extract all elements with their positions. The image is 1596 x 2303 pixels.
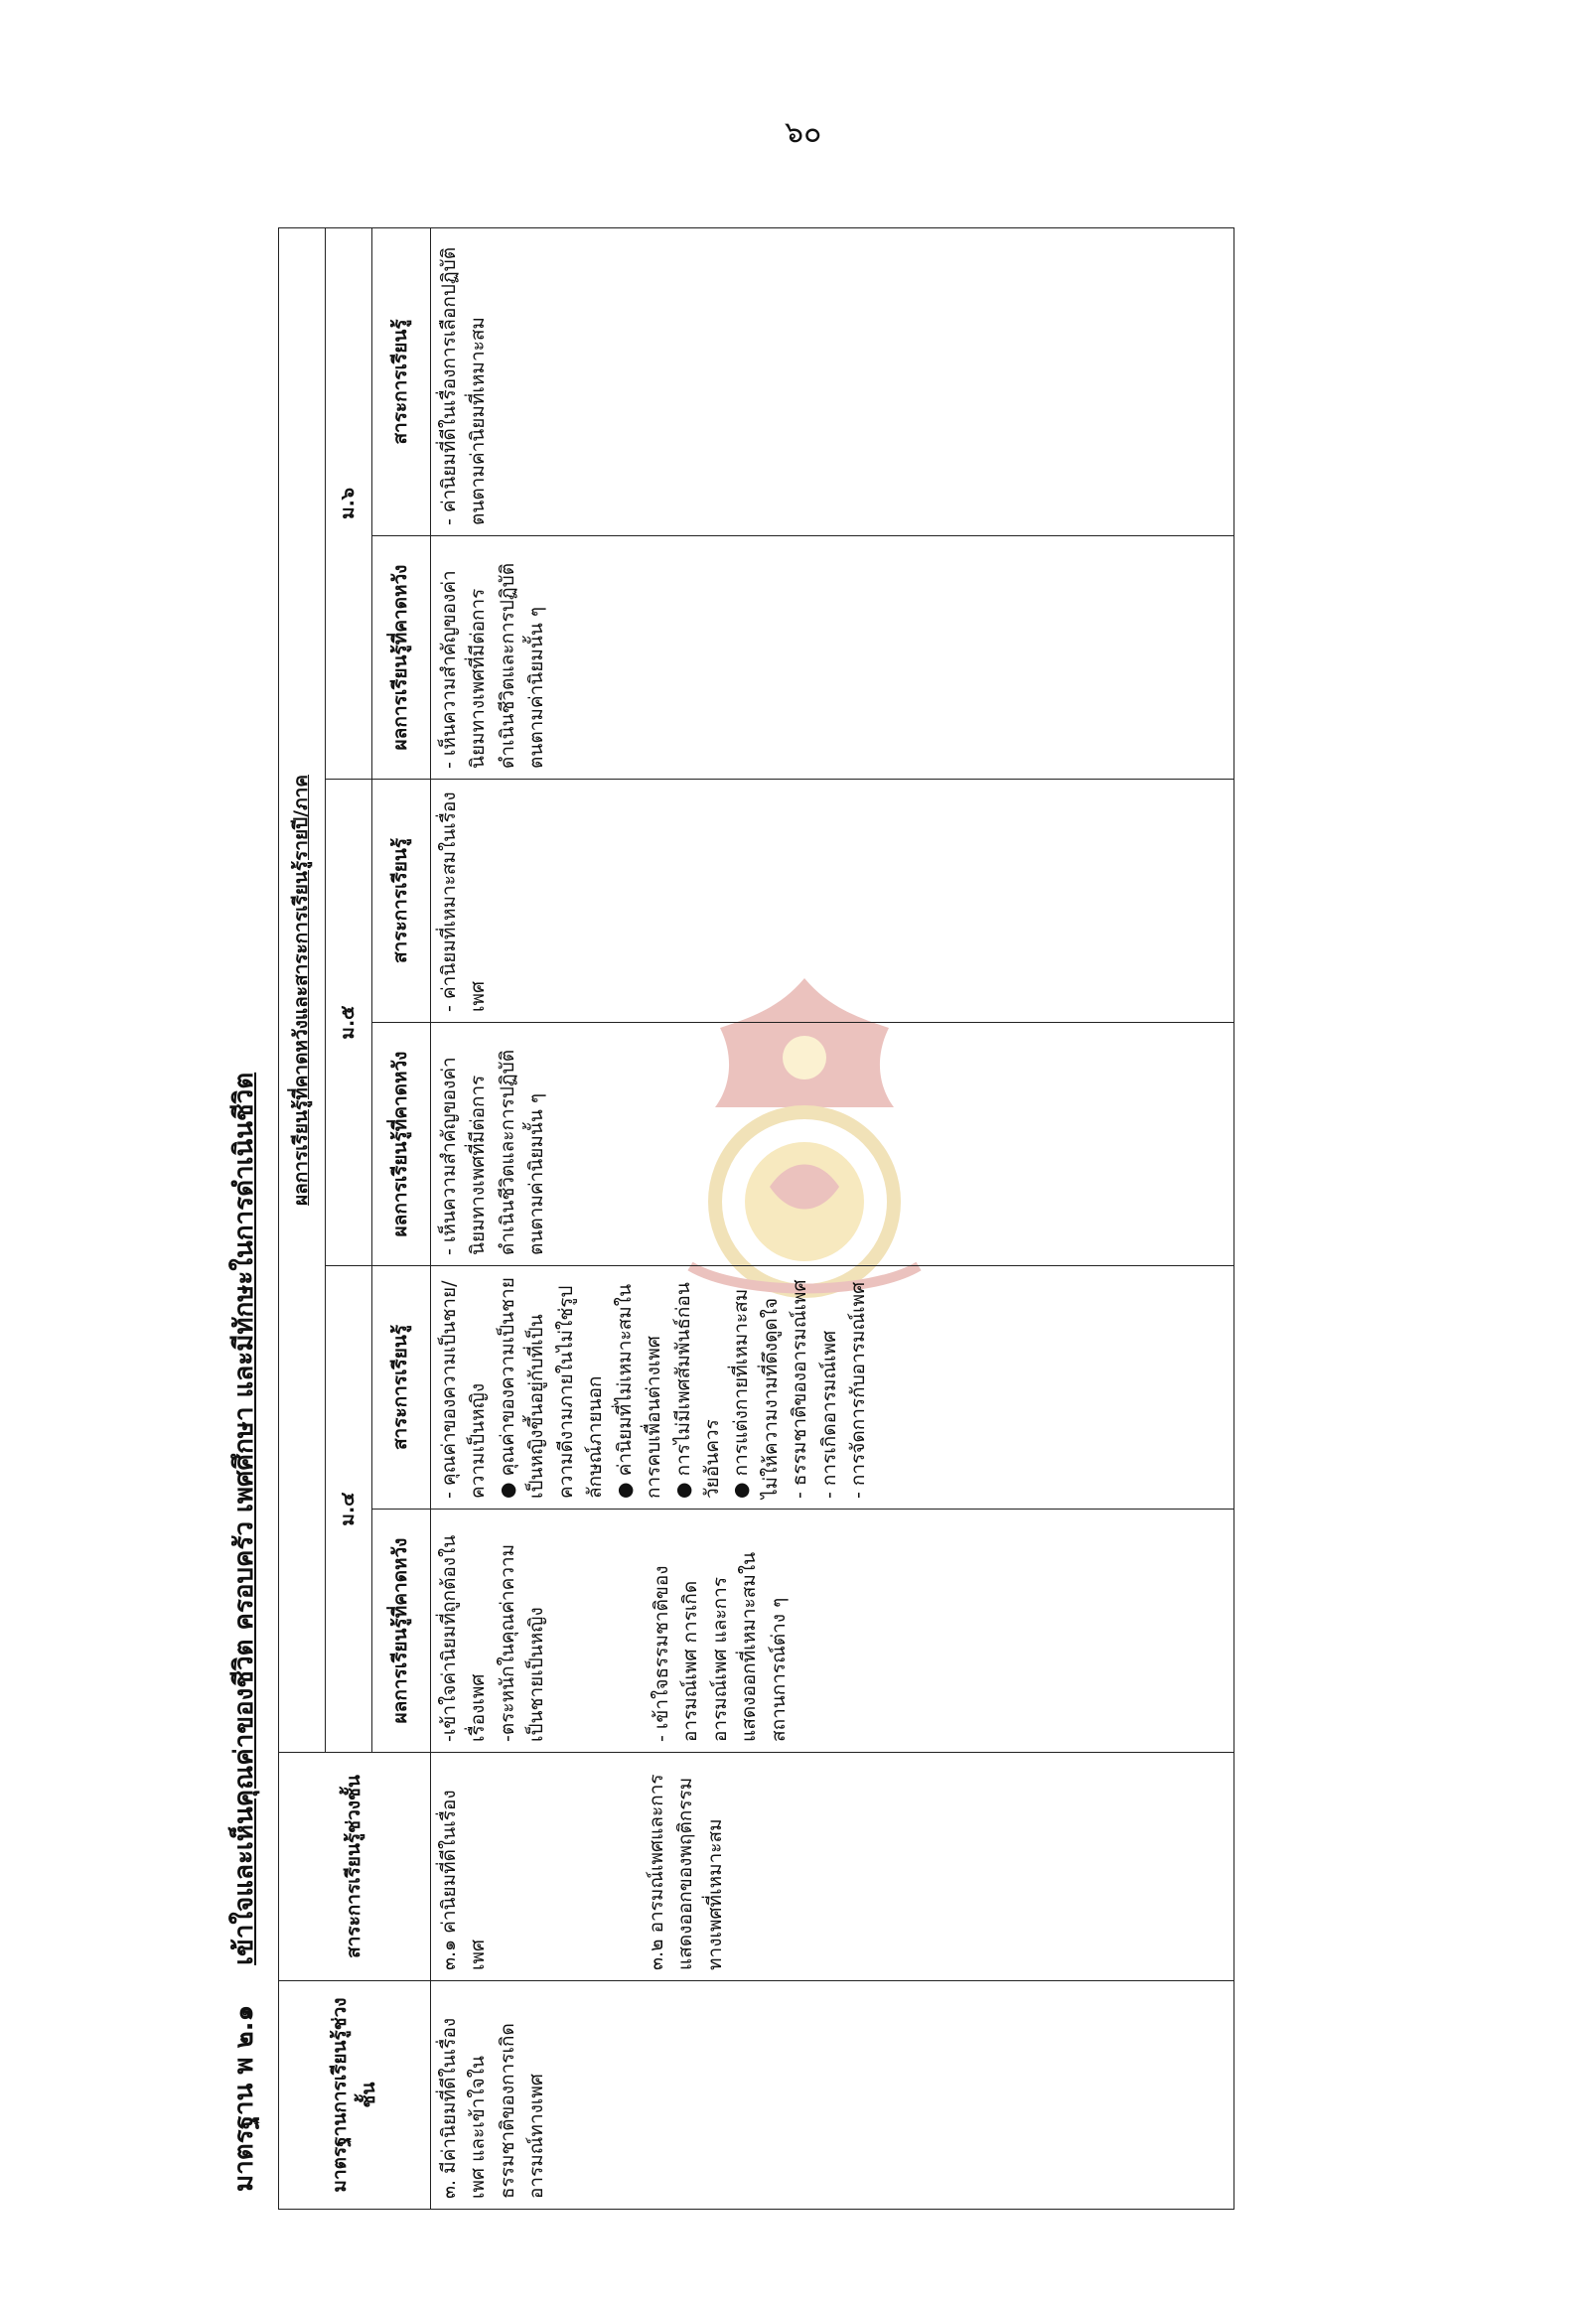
m4-expected-item: -เข้าใจค่านิยมที่ถูกต้องในเรื่องเพศ <box>438 1534 490 1742</box>
header-m6-expected: ผลการเรียนรู้ที่คาดหวัง <box>372 536 431 780</box>
page-number: ๖๐ <box>785 115 822 150</box>
header-std-range: มาตรฐานการเรียนรู้ช่วงชั้น <box>279 1981 431 2210</box>
header-grade-m6: ม.๖ <box>326 227 372 779</box>
m4-expected-item: - เข้าใจธรรมชาติของอารมณ์เพศ การเกิดอารมณ์เพศ และการแสดงออกที่เหมาะสมในสถานการณ์ต่าง ๆ <box>650 1551 790 1742</box>
header-annual: ผลการเรียนรู้ที่คาดหวังและสาระการเรียนรู้รายปี/ภาค <box>279 227 326 1752</box>
header-m4-content: สาระการเรียนรู้ <box>372 1266 431 1510</box>
m4-content-bullet: ● คุณค่าของความเป็นชายเป็นหญิงขึ้นอยู่กับที่เป็นความดีงามภายในไม่ใช่รูปลักษณ์ภายนอก <box>494 1276 611 1499</box>
content-range-item: ๓.๒ อารมณ์เพศและการแสดงออกของพฤติกรรมทางเพศที่เหมาะสม <box>645 1774 726 1970</box>
cell-m4-expected <box>431 1510 1234 1753</box>
m6-content-text: - ค่านิยมที่ดีในเรื่องการเลือกปฏิบัติตนตามค่านิยมที่เหมาะสม <box>438 246 490 525</box>
cell-std-range <box>431 1981 1234 2210</box>
header-grade-m5: ม.๕ <box>326 780 372 1266</box>
content-range-item: ๓.๑ ค่านิยมที่ดีในเรื่องเพศ <box>438 1790 490 1970</box>
standard-title <box>209 228 278 2210</box>
m4-content-bullet: ● ค่านิยมที่ไม่เหมาะสมในการคบเพื่อนต่างเพศ <box>611 1276 669 1499</box>
header-m6-content: สาระการเรียนรู้ <box>372 227 431 535</box>
standard-description: เข้าใจและเห็นคุณค่าของชีวิต ครอบครัว เพศศึกษา และมีทักษะในการดำเนินชีวิต <box>228 1072 259 1965</box>
m6-expected-text: - เห็นความสำคัญของค่านิยมทางเพศที่มีต่อการดำเนินชีวิตและการปฏิบัติตนตามค่านิยมนั้น ๆ <box>438 562 548 769</box>
m4-content-bullet: ● การแต่งกายที่เหมาะสมไม่ให้ความงามที่ดึงดูดใจ <box>727 1276 786 1499</box>
header-content-range: สาระการเรียนรู้ช่วงชั้น <box>279 1753 431 1981</box>
cell-m6-expected <box>431 536 1234 780</box>
header-m4-expected: ผลการเรียนรู้ที่คาดหวัง <box>372 1510 431 1753</box>
header-grade-m4: ม.๔ <box>326 1266 372 1753</box>
cell-m5-content <box>431 780 1234 1023</box>
m4-content-item: - ธรรมชาติของอารมณ์เพศ <box>789 1279 811 1499</box>
cell-m4-content <box>431 1266 1234 1510</box>
std-range-text: ๓. มีค่านิยมที่ดีในเรื่องเพศ และเข้าใจในธรรมชาติของการเกิดอารมณ์ทางเพศ <box>438 2017 548 2199</box>
standard-code: มาตรฐาน พ ๒.๑ <box>228 2004 259 2192</box>
header-m5-content: สาระการเรียนรู้ <box>372 780 431 1023</box>
m4-expected-item: -ตระหนักในคุณค่าความเป็นชายเป็นหญิง <box>496 1543 548 1742</box>
cell-m6-content <box>431 227 1234 535</box>
rotated-table-region <box>209 228 1234 2210</box>
m4-content-bullet: ● การไม่มีเพศสัมพันธ์ก่อนวัยอันควร <box>669 1276 728 1499</box>
m5-expected-text: - เห็นความสำคัญของค่านิยมทางเพศที่มีต่อการดำเนินชีวิตและการปฏิบัติตนตามค่านิยมนั้น ๆ <box>438 1049 548 1255</box>
header-m5-expected: ผลการเรียนรู้ที่คาดหวัง <box>372 1023 431 1266</box>
cell-m5-expected <box>431 1023 1234 1266</box>
m4-content-item: - การเกิดอารมณ์เพศ <box>817 1330 840 1499</box>
m5-content-text: - ค่านิยมที่เหมาะสมในเรื่องเพศ <box>438 792 490 1012</box>
m4-content-item: - การจัดการกับอารมณ์เพศ <box>847 1281 870 1499</box>
cell-content-range <box>431 1753 1234 1981</box>
curriculum-table <box>278 227 1234 2210</box>
m4-content-item: - คุณค่าของความเป็นชาย/ความเป็นหญิง <box>438 1280 490 1499</box>
